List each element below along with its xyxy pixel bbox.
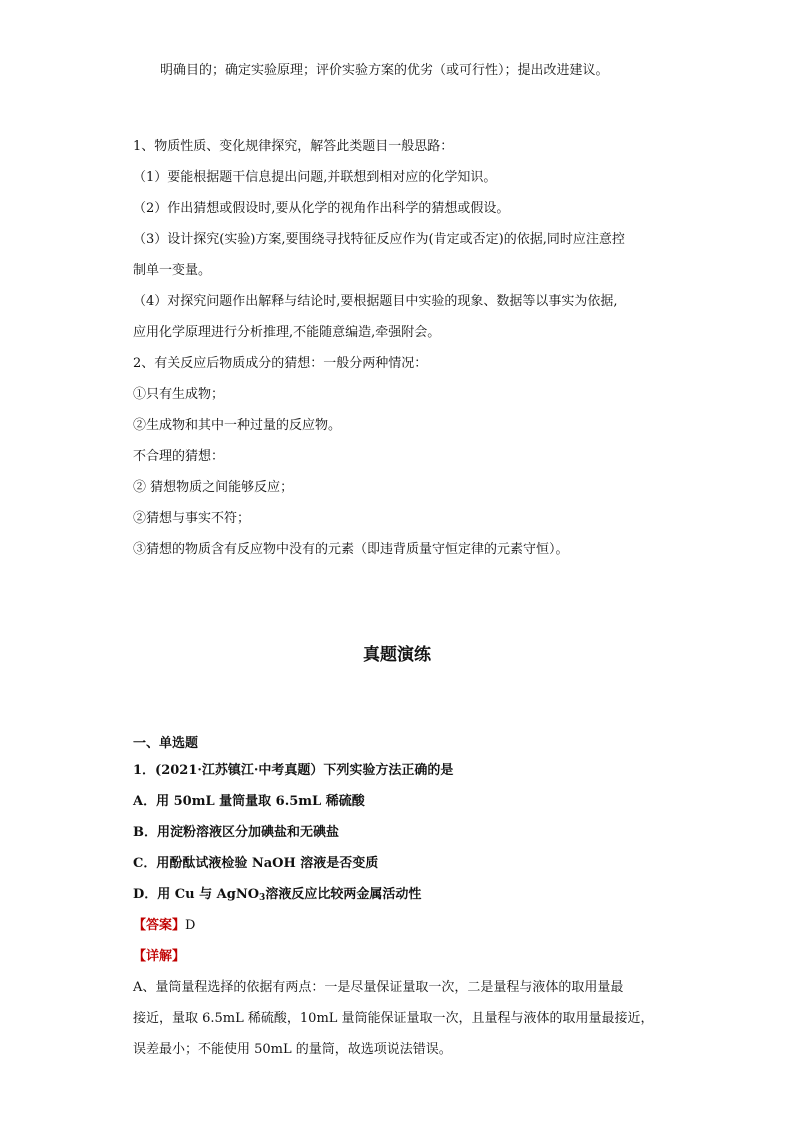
option-d-subscript: 3 <box>259 893 266 903</box>
option-d <box>133 886 421 904</box>
unreasonable-item: ② 猜想物质之间能够反应； <box>133 480 294 495</box>
option-a: A．用 50mL 量筒量取 6.5mL 稀硫酸 <box>133 794 365 809</box>
option-b: B．用淀粉溶液区分加碘盐和无碘盐 <box>133 825 339 840</box>
section1-item: （2）作出猜想或假设时,要从化学的视角作出科学的猜想或假设。 <box>133 201 510 216</box>
answer-value: D <box>185 918 196 933</box>
answer-line <box>133 917 195 935</box>
answer-label: 【答案】 <box>133 918 186 933</box>
section1-item: （3）设计探究(实验)方案,要围绕寻找特征反应作为(肯定或否定)的依据,同时应注意控 <box>133 232 625 247</box>
option-d-suffix: 溶液反应比较两金属活动性 <box>265 887 422 902</box>
section1-item: 制单一变量。 <box>133 263 212 278</box>
question-stem: 1．(2021·江苏镇江·中考真题）下列实验方法正确的是 <box>133 763 454 778</box>
explain-label: 【详解】 <box>133 949 186 964</box>
option-d-prefix: D．用 Cu 与 AgNO <box>133 887 260 902</box>
unreasonable-heading: 不合理的猜想： <box>133 449 225 464</box>
practice-title: 真题演练 <box>363 645 431 665</box>
explanation-line: 误差最小；不能使用 50mL 的量筒，故选项说法错误。 <box>133 1042 452 1057</box>
section2-heading: 2、有关反应后物质成分的猜想：一般分两种情况： <box>133 356 428 371</box>
section1-item: 应用化学原理进行分析推理,不能随意编造,牵强附会。 <box>133 325 441 340</box>
section1-heading: 1、物质性质、变化规律探究，解答此类题目一般思路： <box>133 139 454 154</box>
option-c: C．用酚酞试液检验 NaOH 溶液是否变质 <box>133 856 379 871</box>
explanation-line: 接近，量取 6.5mL 稀硫酸，10mL 量筒能保证量取一次，且量程与液体的取用量最接近， <box>133 1011 654 1026</box>
explanation-line: A、量筒量程选择的依据有两点：一是尽量保证量取一次，二是量程与液体的取用量最 <box>133 980 624 995</box>
question-type: 一、单选题 <box>133 736 199 751</box>
section1-item: （1）要能根据题干信息提出问题,并联想到相对应的化学知识。 <box>133 170 497 185</box>
unreasonable-item: ②猜想与事实不符； <box>133 511 251 526</box>
section2-item: ①只有生成物； <box>133 387 225 402</box>
unreasonable-item: ③猜想的物质含有反应物中没有的元素（即违背质量守恒定律的元素守恒）。 <box>133 542 569 557</box>
section1-item: （4）对探究问题作出解释与结论时,要根据题目中实验的现象、数据等以事实为依据, <box>133 294 618 309</box>
section2-item: ②生成物和其中一种过量的反应物。 <box>133 418 342 433</box>
top-line: 明确目的；确定实验原理；评价实验方案的优劣（或可行性）；提出改进建议。 <box>160 63 609 78</box>
